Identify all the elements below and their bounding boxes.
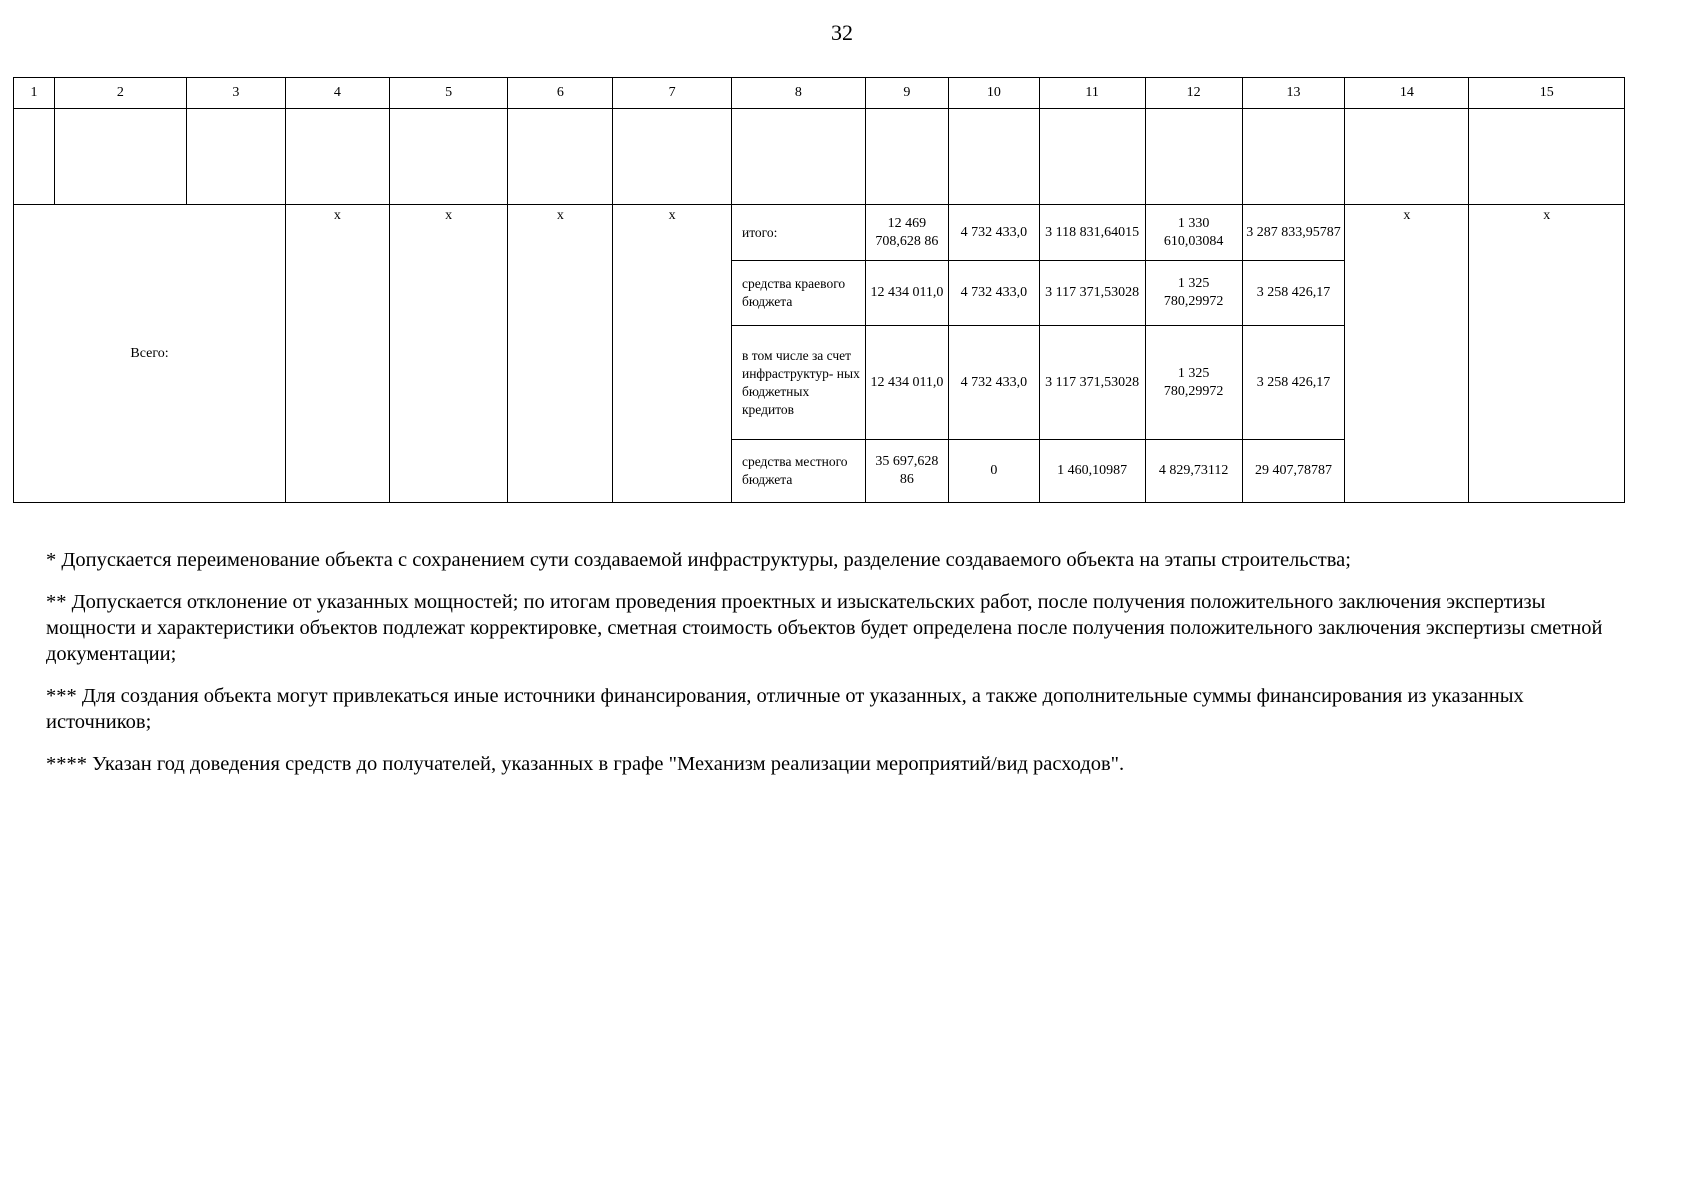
- column-header: 7: [613, 78, 732, 109]
- total-label: Всего:: [14, 205, 286, 503]
- value-cell: 4 732 433,0: [949, 261, 1040, 326]
- empty-cell: [186, 109, 285, 205]
- footnote: **** Указан год доведения средств до получателей, указанных в графе "Механизм реализации мероприятий/вид расходов".: [46, 753, 1125, 775]
- x-mark: x: [1345, 205, 1469, 503]
- x-mark: x: [508, 205, 613, 503]
- empty-cell: [14, 109, 55, 205]
- empty-cell: [1039, 109, 1145, 205]
- value-cell: 29 407,78787: [1242, 440, 1345, 503]
- column-header: 4: [286, 78, 390, 109]
- value-cell: 4 732 433,0: [949, 326, 1040, 440]
- value-cell: 3 118 831,64015: [1039, 205, 1145, 261]
- value-cell: 35 697,628 86: [865, 440, 948, 503]
- x-mark: x: [613, 205, 732, 503]
- empty-cell: [865, 109, 948, 205]
- empty-row: [14, 109, 1625, 205]
- row-label: средства местного бюджета: [731, 440, 865, 503]
- footnote: * Допускается переименование объекта с сохранением сути создаваемой инфраструктуры, разделение создаваемого объекта на этапы строительства;: [46, 549, 1351, 571]
- column-header: 6: [508, 78, 613, 109]
- column-header: 1: [14, 78, 55, 109]
- empty-cell: [949, 109, 1040, 205]
- value-cell: 1 325 780,29972: [1145, 261, 1242, 326]
- column-header: 13: [1242, 78, 1345, 109]
- value-cell: 3 117 371,53028: [1039, 261, 1145, 326]
- x-mark: x: [1469, 205, 1625, 503]
- value-cell: 3 258 426,17: [1242, 261, 1345, 326]
- empty-cell: [613, 109, 732, 205]
- header-row: [14, 78, 1625, 109]
- column-header: 3: [186, 78, 285, 109]
- column-header: 5: [389, 78, 508, 109]
- column-header: 14: [1345, 78, 1469, 109]
- value-cell: 12 434 011,0: [865, 326, 948, 440]
- value-cell: 4 829,73112: [1145, 440, 1242, 503]
- value-cell: 12 469 708,628 86: [865, 205, 948, 261]
- empty-cell: [508, 109, 613, 205]
- column-header: 2: [55, 78, 187, 109]
- value-cell: 3 117 371,53028: [1039, 326, 1145, 440]
- footnotes: [46, 547, 1606, 793]
- empty-cell: [1469, 109, 1625, 205]
- column-header: 9: [865, 78, 948, 109]
- x-mark: x: [389, 205, 508, 503]
- empty-cell: [389, 109, 508, 205]
- empty-cell: [1242, 109, 1345, 205]
- value-cell: 3 258 426,17: [1242, 326, 1345, 440]
- empty-cell: [731, 109, 865, 205]
- row-label: средства краевого бюджета: [731, 261, 865, 326]
- empty-cell: [55, 109, 187, 205]
- table-row-total: [14, 205, 1625, 261]
- page-number: 32: [831, 20, 853, 45]
- value-cell: 4 732 433,0: [949, 205, 1040, 261]
- column-header: 12: [1145, 78, 1242, 109]
- footnote: ** Допускается отклонение от указанных мощностей; по итогам проведения проектных и изыскательских работ, после получения положительного заключения экспертизы мощности и характеристики объектов подлежат корректировке, сметная стоимость объектов будет определена после получения положительного заключения экспертизы сметной документации;: [46, 591, 1603, 665]
- value-cell: 1 460,10987: [1039, 440, 1145, 503]
- value-cell: 12 434 011,0: [865, 261, 948, 326]
- value-cell: 1 330 610,03084: [1145, 205, 1242, 261]
- financing-table: [13, 77, 1625, 503]
- column-header: 11: [1039, 78, 1145, 109]
- empty-cell: [286, 109, 390, 205]
- empty-cell: [1145, 109, 1242, 205]
- empty-cell: [1345, 109, 1469, 205]
- value-cell: 3 287 833,95787: [1242, 205, 1345, 261]
- value-cell: 1 325 780,29972: [1145, 326, 1242, 440]
- row-label: итого:: [731, 205, 865, 261]
- footnote: *** Для создания объекта могут привлекаться иные источники финансирования, отличные от указанных, а также дополнительные суммы финансирования из указанных источников;: [46, 685, 1524, 733]
- value-cell: 0: [949, 440, 1040, 503]
- column-header: 8: [731, 78, 865, 109]
- column-header: 10: [949, 78, 1040, 109]
- x-mark: x: [286, 205, 390, 503]
- row-label: в том числе за счет инфраструктур- ных бюджетных кредитов: [731, 326, 865, 440]
- column-header: 15: [1469, 78, 1625, 109]
